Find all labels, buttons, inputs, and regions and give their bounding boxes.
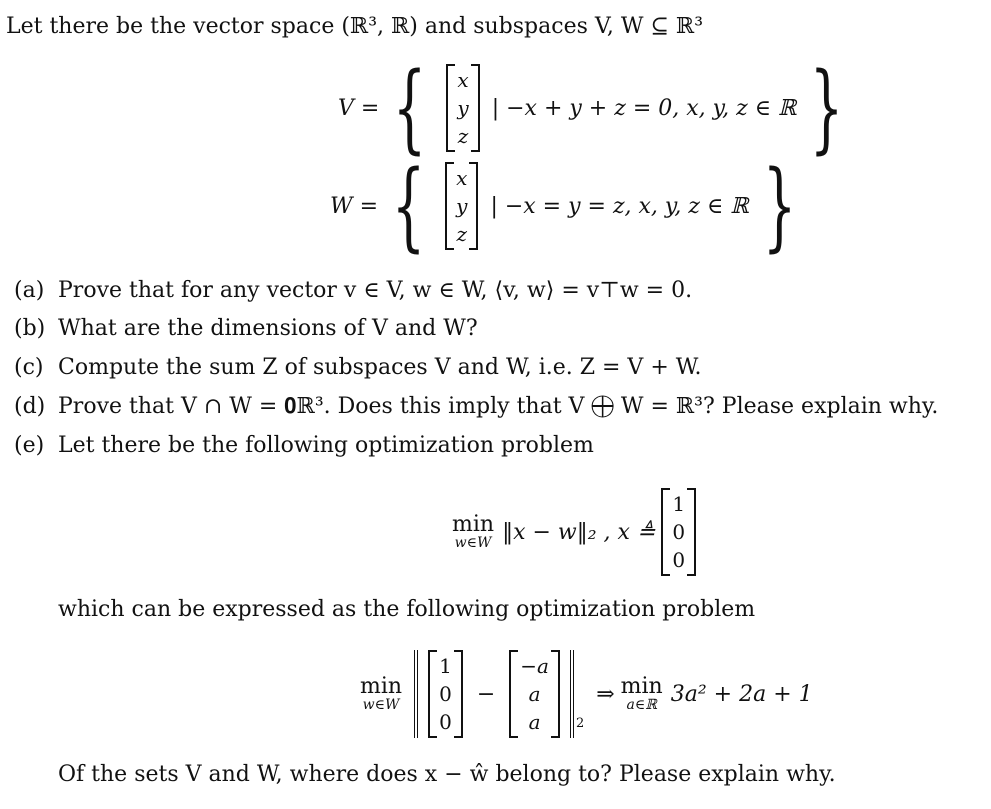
item-text: Let there be the following optimization problem — [58, 433, 594, 458]
set-w-condition: | −x = y = z, x, y, z ∈ ℝ — [490, 193, 749, 219]
item-text: Prove that for any vector v ∈ V, w ∈ W, ⟨v, w⟩ = v⊤w = 0. — [58, 278, 693, 303]
min-operator-a — [621, 676, 663, 712]
set-v-condition: | −x + y + z = 0, x, y, z ∈ ℝ — [491, 95, 797, 121]
vector-entry: 1 — [439, 654, 452, 678]
min-label: min — [360, 674, 403, 699]
vector-entry: x — [456, 166, 468, 190]
item-b — [14, 316, 478, 341]
unit-vector — [428, 650, 463, 738]
item-label: (b) — [14, 316, 46, 341]
min-operator — [452, 514, 494, 550]
vector-entry: x — [457, 68, 469, 92]
optimization-problem-1 — [452, 486, 702, 578]
vector-entry: y — [456, 194, 468, 218]
min-label: min — [452, 512, 495, 537]
item-text: Compute the sum Z of subspaces V and W, i.e. Z = V + W. — [58, 355, 702, 380]
item-label: (d) — [14, 394, 46, 419]
item-a — [14, 278, 692, 303]
right-brace-icon: } — [762, 150, 796, 262]
min-subscript: a∈ℝ — [626, 697, 657, 713]
vector-entry: y — [457, 96, 469, 120]
expressed-text: which can be expressed as the following optimization problem — [58, 597, 756, 622]
vector-entry: 0 — [672, 520, 686, 544]
left-brace-icon: { — [393, 52, 427, 164]
vector-entry: z — [457, 124, 469, 148]
optimization-problem-2: min w∈W 1 0 0 − −a a a 2 ⇒ min a∈ℝ 3a² + 2a + 1 — [360, 646, 813, 742]
quadratic-expression: 3a² + 2a + 1 — [670, 681, 813, 707]
vector-entry: a — [528, 710, 541, 734]
set-w-lhs: W = — [330, 193, 379, 219]
right-brace-icon: } — [810, 52, 844, 164]
item-text: What are the dimensions of V and W? — [58, 316, 478, 341]
left-brace-icon: { — [391, 150, 426, 262]
min-label: min — [620, 674, 663, 699]
item-text: Prove that V ∩ W = 𝟎ℝ³. Does this imply that V ⨁ W = ℝ³? Please explain why. — [58, 394, 939, 419]
final-question: Of the sets V and W, where does x − ŵ belong to? Please explain why. — [58, 762, 836, 787]
set-w-definition — [330, 150, 810, 262]
min-operator — [360, 676, 402, 712]
item-d — [14, 394, 938, 419]
item-e — [14, 433, 594, 458]
implies-arrow: ⇒ — [596, 681, 615, 707]
minus-sign: − — [476, 681, 496, 707]
set-v-definition — [338, 52, 857, 164]
min-subscript: w∈W — [362, 697, 400, 713]
item-c — [14, 355, 702, 380]
set-w-vector — [445, 162, 478, 250]
norm-expression — [414, 650, 574, 738]
item-label: (c) — [14, 355, 44, 380]
vector-entry: 0 — [439, 682, 452, 706]
min-subscript: w∈W — [454, 535, 492, 551]
vector-entry: −a — [520, 654, 549, 678]
vector-entry: 0 — [439, 710, 452, 734]
parametric-vector — [509, 650, 560, 738]
set-v-lhs: V = — [338, 95, 380, 121]
vector-entry: 0 — [672, 548, 686, 572]
intro-text: Let there be the vector space (ℝ³, ℝ) and subspaces V, W ⊆ ℝ³ — [6, 14, 704, 39]
x-vector — [661, 488, 696, 576]
objective-expression: ‖x − w‖₂ , x ≜ — [502, 519, 656, 545]
item-label: (a) — [14, 278, 45, 303]
item-label: (e) — [14, 433, 45, 458]
vector-entry: z — [456, 222, 468, 246]
set-v-vector — [446, 64, 479, 152]
vector-entry: a — [528, 682, 541, 706]
vector-entry: 1 — [672, 492, 686, 516]
